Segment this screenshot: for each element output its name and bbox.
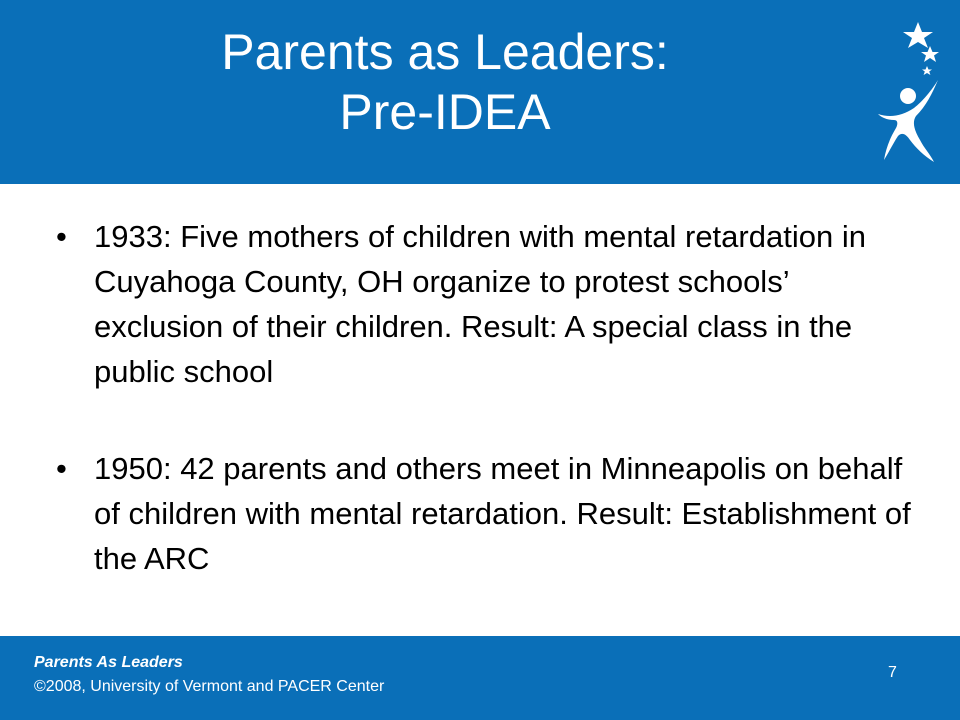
bullet-text: 1933: Five mothers of children with mental retardation in Cuyahoga County, OH organize to protest schools’ exclusion of their children. Result: A special class in the public school <box>94 219 866 389</box>
stars-and-figure-logo-icon <box>872 20 944 170</box>
footer-title: Parents As Leaders <box>34 654 183 671</box>
slide-body <box>56 214 916 633</box>
page-number: 7 <box>888 664 897 681</box>
bullet-item-1950 <box>56 446 916 581</box>
bullet-marker: • <box>56 219 67 254</box>
slide-title-line-1: Parents as Leaders: <box>221 24 669 80</box>
slide-footer <box>0 636 960 720</box>
slide-title-line-2: Pre-IDEA <box>339 84 551 140</box>
bullet-item-1933 <box>56 214 916 394</box>
bullet-text: 1950: 42 parents and others meet in Minneapolis on behalf of children with mental retardation. Result: Establishment of the ARC <box>94 451 911 576</box>
bullet-marker: • <box>56 451 67 486</box>
footer-copyright: ©2008, University of Vermont and PACER Center <box>34 678 385 695</box>
slide-title <box>0 22 890 142</box>
slide-header <box>0 0 960 184</box>
